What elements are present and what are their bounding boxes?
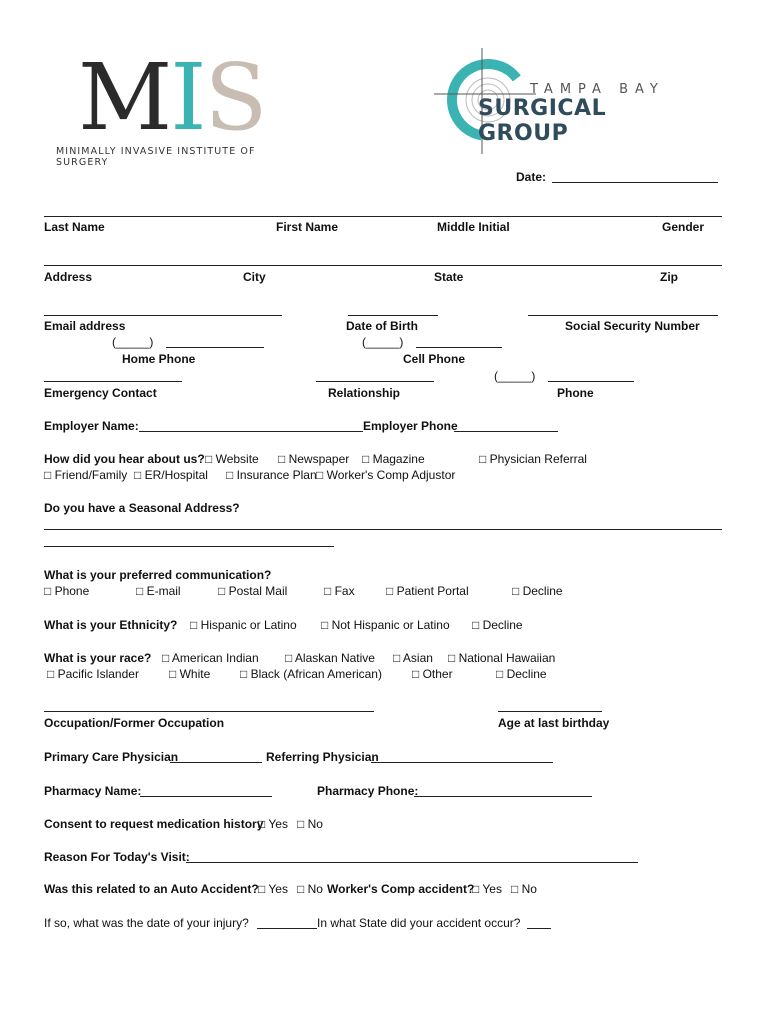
- hear-physician-referral-option[interactable]: □ Physician Referral: [479, 452, 587, 466]
- date-label: Date:: [516, 170, 547, 184]
- hear-newspaper-option[interactable]: □ Newspaper: [278, 452, 350, 466]
- ethnicity-not-hispanic-option[interactable]: □ Not Hispanic or Latino: [321, 618, 450, 632]
- seasonal-address-question: Do you have a Seasonal Address?: [44, 501, 240, 515]
- ethnicity-hispanic-option[interactable]: □ Hispanic or Latino: [190, 618, 297, 632]
- relationship-line[interactable]: [316, 381, 434, 382]
- zip-label: Zip: [660, 270, 678, 284]
- state-label: State: [434, 270, 464, 284]
- mis-letter-m: M: [78, 44, 171, 151]
- emergency-contact-label: Emergency Contact: [44, 386, 157, 400]
- pcp-label: Primary Care Physician: [44, 750, 179, 764]
- race-black-option[interactable]: □ Black (African American): [240, 667, 382, 681]
- race-national-hawaiian-option[interactable]: □ National Hawaiian: [448, 651, 556, 665]
- cell-phone-area-code[interactable]: (_____): [362, 335, 404, 349]
- reason-line[interactable]: [186, 862, 638, 863]
- communication-question: What is your preferred communication?: [44, 568, 272, 582]
- hear-workers-comp-option[interactable]: □ Worker's Comp Adjustor: [316, 468, 456, 482]
- seasonal-address-line-2[interactable]: [44, 546, 334, 547]
- race-alaskan-native-option[interactable]: □ Alaskan Native: [285, 651, 375, 665]
- race-white-option[interactable]: □ White: [169, 667, 211, 681]
- occupation-label: Occupation/Former Occupation: [44, 716, 225, 730]
- injury-state-question: In what State did your accident occur?: [317, 916, 521, 930]
- employer-phone-label: Employer Phone: [363, 419, 458, 433]
- auto-yes-option[interactable]: □ Yes: [258, 882, 288, 896]
- email-line[interactable]: [44, 315, 282, 316]
- consent-question: Consent to request medication history: [44, 817, 264, 831]
- cell-phone-label: Cell Phone: [403, 352, 466, 366]
- employer-name-label: Employer Name:: [44, 419, 139, 433]
- hear-er-hospital-option[interactable]: □ ER/Hospital: [134, 468, 208, 482]
- ssn-label: Social Security Number: [565, 319, 700, 333]
- middle-initial-label: Middle Initial: [437, 220, 510, 234]
- email-label: Email address: [44, 319, 126, 333]
- emergency-contact-line[interactable]: [44, 381, 182, 382]
- pharmacy-name-label: Pharmacy Name:: [44, 784, 142, 798]
- referring-physician-line[interactable]: [371, 762, 553, 763]
- hear-website-option[interactable]: □ Website: [205, 452, 259, 466]
- home-phone-area-code[interactable]: (_____): [112, 335, 154, 349]
- auto-accident-question: Was this related to an Auto Accident?: [44, 882, 259, 896]
- address-line[interactable]: [44, 265, 722, 266]
- date-line[interactable]: [552, 182, 718, 183]
- emergency-phone-line[interactable]: [548, 381, 634, 382]
- mis-logo-letters: [78, 44, 266, 151]
- age-line[interactable]: [498, 711, 602, 712]
- hear-question: How did you hear about us?: [44, 452, 205, 466]
- pharmacy-name-line[interactable]: [140, 796, 272, 797]
- comm-decline-option[interactable]: □ Decline: [512, 584, 563, 598]
- last-name-label: Last Name: [44, 220, 105, 234]
- first-name-label: First Name: [276, 220, 339, 234]
- mis-letter-s: S: [204, 44, 266, 151]
- injury-date-question: If so, what was the date of your injury?: [44, 916, 249, 930]
- mis-logo-subtitle: MINIMALLY INVASIVE INSTITUTE OF SURGERY: [56, 146, 256, 168]
- dob-line[interactable]: [348, 315, 438, 316]
- home-phone-label: Home Phone: [122, 352, 196, 366]
- race-american-indian-option[interactable]: □ American Indian: [162, 651, 259, 665]
- referring-physician-label: Referring Physician: [266, 750, 379, 764]
- injury-state-line[interactable]: [527, 928, 551, 929]
- hear-insurance-plan-option[interactable]: □ Insurance Plan: [226, 468, 317, 482]
- race-other-option[interactable]: □ Other: [412, 667, 453, 681]
- mis-letter-i: I: [170, 44, 205, 151]
- wc-no-option[interactable]: □ No: [511, 882, 537, 896]
- consent-no-option[interactable]: □ No: [297, 817, 323, 831]
- pharmacy-phone-label: Pharmacy Phone:: [317, 784, 419, 798]
- emergency-phone-label: Phone: [557, 386, 594, 400]
- tsg-logo-main: SURGICAL GROUP: [478, 96, 607, 146]
- seasonal-address-line-1[interactable]: [44, 529, 722, 530]
- emergency-phone-area-code[interactable]: (_____): [494, 369, 536, 383]
- pharmacy-phone-line[interactable]: [414, 796, 592, 797]
- race-asian-option[interactable]: □ Asian: [393, 651, 433, 665]
- pcp-line[interactable]: [170, 762, 262, 763]
- hear-friend-family-option[interactable]: □ Friend/Family: [44, 468, 128, 482]
- comm-postal-mail-option[interactable]: □ Postal Mail: [218, 584, 288, 598]
- home-phone-line[interactable]: [166, 347, 264, 348]
- relationship-label: Relationship: [328, 386, 401, 400]
- comm-fax-option[interactable]: □ Fax: [324, 584, 355, 598]
- race-decline-option[interactable]: □ Decline: [496, 667, 547, 681]
- mis-logo: [44, 44, 304, 168]
- wc-yes-option[interactable]: □ Yes: [472, 882, 502, 896]
- comm-patient-portal-option[interactable]: □ Patient Portal: [386, 584, 469, 598]
- reason-label: Reason For Today's Visit:: [44, 850, 190, 864]
- race-question: What is your race?: [44, 651, 152, 665]
- race-pacific-islander-option[interactable]: □ Pacific Islander: [47, 667, 139, 681]
- employer-name-line[interactable]: [139, 431, 363, 432]
- ethnicity-question: What is your Ethnicity?: [44, 618, 178, 632]
- tsg-logo: [430, 46, 680, 156]
- comm-email-option[interactable]: □ E-mail: [136, 584, 181, 598]
- city-label: City: [243, 270, 266, 284]
- dob-label: Date of Birth: [346, 319, 418, 333]
- auto-no-option[interactable]: □ No: [297, 882, 323, 896]
- consent-yes-option[interactable]: □ Yes: [258, 817, 288, 831]
- ssn-line[interactable]: [528, 315, 718, 316]
- name-line[interactable]: [44, 216, 722, 217]
- gender-label: Gender: [662, 220, 705, 234]
- employer-phone-line[interactable]: [454, 431, 558, 432]
- hear-magazine-option[interactable]: □ Magazine: [362, 452, 425, 466]
- comm-phone-option[interactable]: □ Phone: [44, 584, 90, 598]
- workers-comp-question: Worker's Comp accident?: [327, 882, 475, 896]
- ethnicity-decline-option[interactable]: □ Decline: [472, 618, 523, 632]
- cell-phone-line[interactable]: [416, 347, 502, 348]
- injury-date-line[interactable]: [257, 928, 317, 929]
- occupation-line[interactable]: [44, 711, 374, 712]
- address-label: Address: [44, 270, 93, 284]
- tsg-logo-top: TAMPA BAY: [530, 82, 665, 97]
- age-label: Age at last birthday: [498, 716, 610, 730]
